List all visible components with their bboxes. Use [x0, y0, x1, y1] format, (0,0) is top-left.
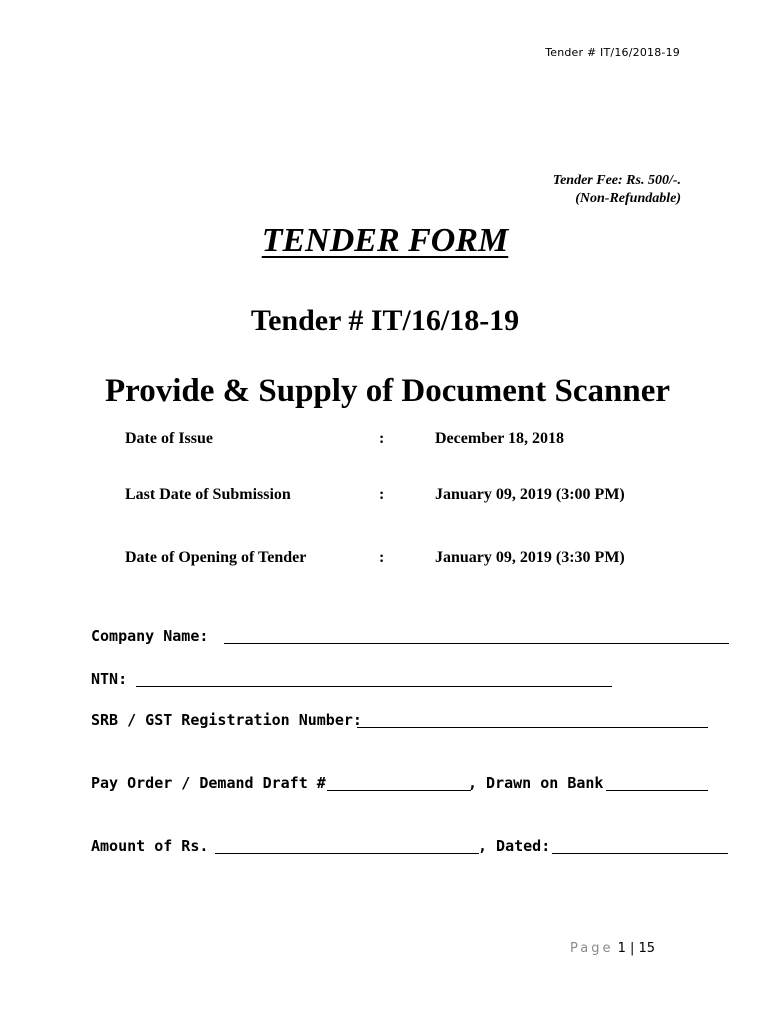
pay-order-number-blank[interactable]: [327, 790, 471, 791]
drawn-on-bank-blank[interactable]: [606, 790, 708, 791]
drawn-on-bank-label: , Drawn on Bank: [468, 774, 604, 792]
tender-subject: Provide & Supply of Document Scanner: [105, 373, 670, 409]
srb-gst-blank[interactable]: [357, 727, 708, 728]
date-label: Last Date of Submission: [125, 486, 291, 503]
ntn-label: NTN:: [91, 670, 128, 688]
tender-fee-note: (Non-Refundable): [575, 191, 681, 206]
date-label: Date of Issue: [125, 430, 213, 447]
page-footer: [570, 941, 655, 956]
date-row-issue: [125, 430, 685, 452]
date-row-opening: [125, 549, 685, 571]
company-name-blank[interactable]: [224, 643, 729, 644]
pay-order-label: Pay Order / Demand Draft #: [91, 774, 326, 792]
tender-fee-amount: Tender Fee: Rs. 500/-.: [552, 173, 681, 188]
srb-gst-label: SRB / GST Registration Number:: [91, 711, 362, 729]
date-value: January 09, 2019 (3:30 PM): [435, 549, 625, 566]
ntn-blank[interactable]: [136, 686, 612, 687]
dated-label: , Dated:: [478, 837, 551, 855]
page-number: 1 | 15: [617, 941, 656, 956]
date-value: December 18, 2018: [435, 430, 564, 447]
header-tender-reference: Tender # IT/16/2018-19: [545, 46, 680, 59]
date-separator: :: [379, 430, 385, 447]
dated-blank[interactable]: [552, 853, 728, 854]
date-separator: :: [379, 486, 385, 503]
date-separator: :: [379, 549, 385, 566]
amount-label: Amount of Rs.: [91, 837, 209, 855]
document-title: TENDER FORM: [261, 222, 509, 259]
tender-number: Tender # IT/16/18-19: [250, 304, 520, 337]
page-label: Page: [570, 941, 614, 956]
company-name-label: Company Name:: [91, 627, 209, 645]
tender-fee-block: [553, 172, 681, 208]
date-label: Date of Opening of Tender: [125, 549, 307, 566]
date-row-submission: [125, 486, 685, 508]
amount-blank[interactable]: [215, 853, 479, 854]
date-value: January 09, 2019 (3:00 PM): [435, 486, 625, 503]
